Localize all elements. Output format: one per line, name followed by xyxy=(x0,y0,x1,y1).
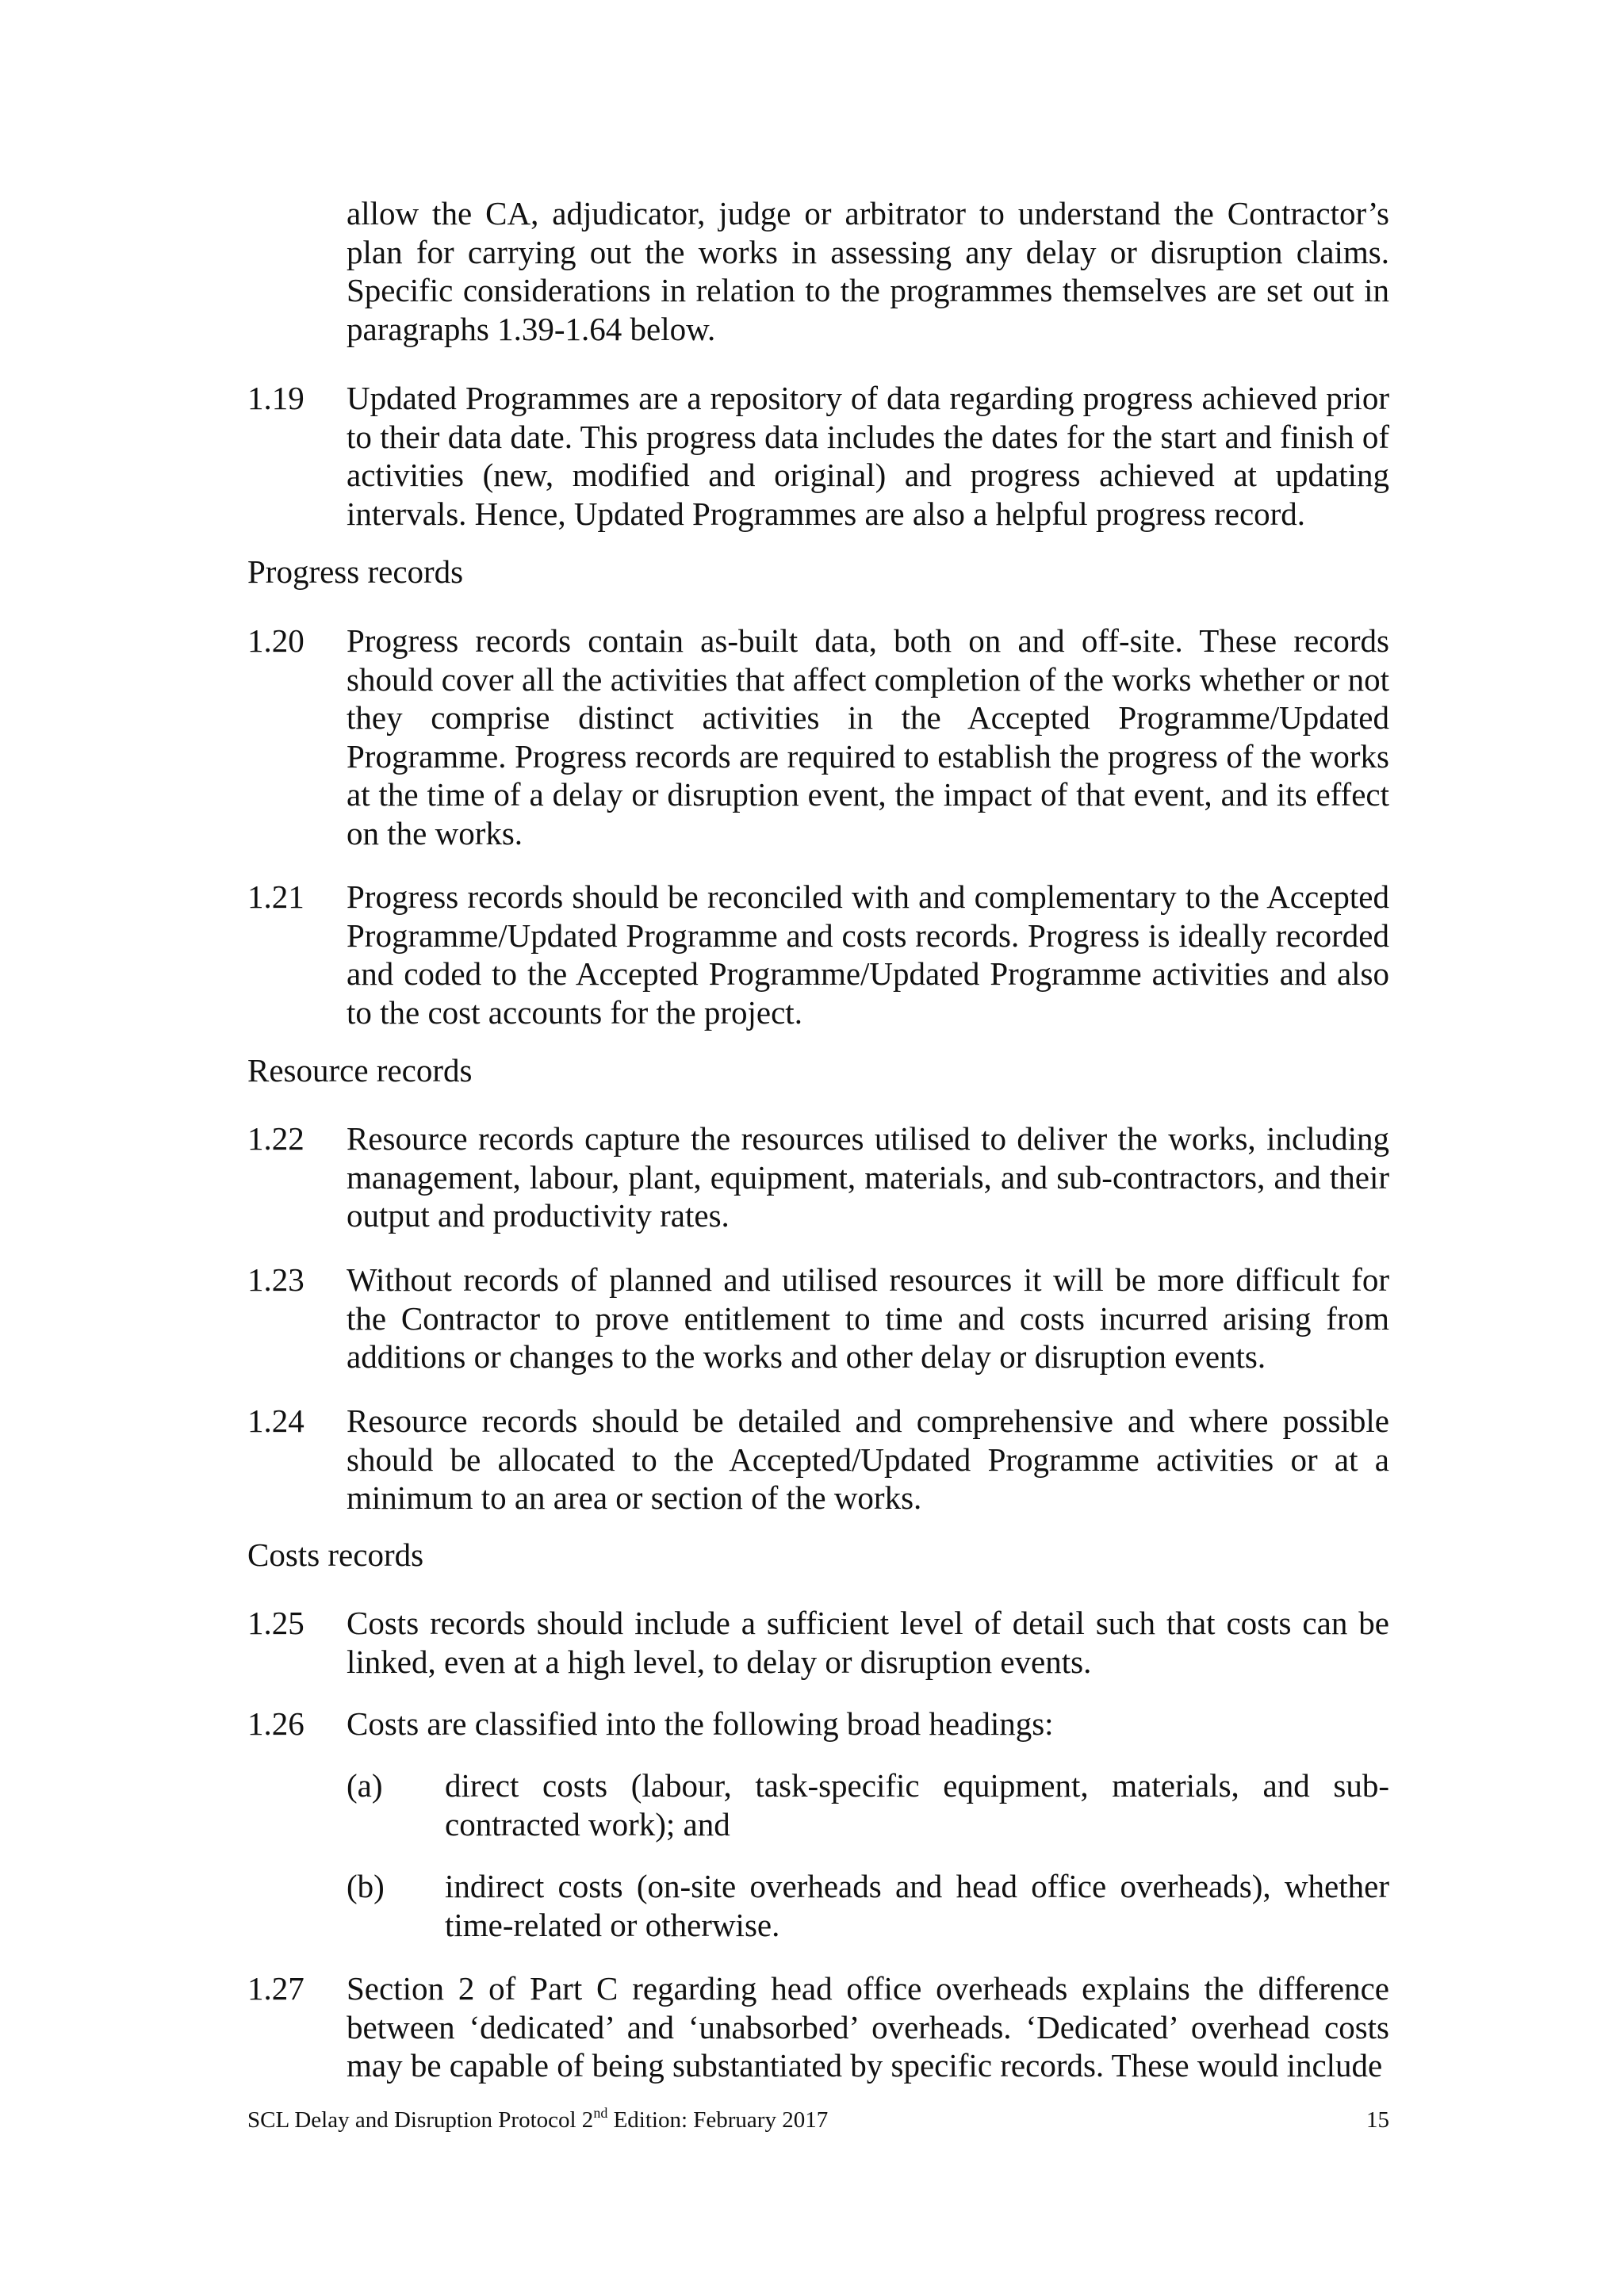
paragraph-text: Resource records capture the resources utilised to deliver the works, including management, labour, plant, equipment, materials, and sub-contractors, and their output and productivity rates. xyxy=(347,1120,1389,1234)
paragraph-number: 1.25 xyxy=(247,1605,304,1641)
section-heading-progress: Progress records xyxy=(247,553,464,590)
paragraph-number: 1.23 xyxy=(247,1261,304,1298)
intro-paragraph: allow the CA, adjudicator, judge or arbitrator to understand the Contractor’s plan for carrying out the works in assessing any delay or disruption claims. Specific considerations in relation to the programmes themselves are set out in paragraphs 1.39-1.64 below. xyxy=(347,195,1389,347)
list-item-label: (b) xyxy=(347,1868,385,1904)
footer-title xyxy=(247,2106,828,2134)
paragraph-number: 1.19 xyxy=(247,380,304,416)
paragraph-text: Costs are classified into the following broad headings: xyxy=(347,1705,1054,1742)
paragraph-number: 1.20 xyxy=(247,622,304,659)
paragraph-text: Costs records should include a sufficient level of detail such that costs can be linked, even at a high level, to delay or disruption events. xyxy=(347,1605,1389,1680)
list-item-text: direct costs (labour, task-specific equipment, materials, and sub-contracted work); and xyxy=(445,1767,1389,1843)
paragraph-text: Progress records contain as-built data, both on and off-site. These records should cover all the activities that affect completion of the works whether or not they comprise distinct activities in the Accepted Programme/Updated Programme. Progress records are required to establish the progress of the works at the time of a delay or disruption event, the impact of that event, and its effect on the works. xyxy=(347,622,1389,851)
list-item-label: (a) xyxy=(347,1767,383,1804)
section-heading-costs: Costs records xyxy=(247,1536,424,1573)
paragraph-number: 1.24 xyxy=(247,1402,304,1439)
paragraph-text: Progress records should be reconciled with and complementary to the Accepted Programme/Updated Programme and costs records. Progress is ideally recorded and coded to the Accepted Programme/Updated Programme activities and also to the cost accounts for the project. xyxy=(347,878,1389,1031)
list-item-text: indirect costs (on-site overheads and head office overheads), whether time-related or otherwise. xyxy=(445,1868,1389,1943)
paragraph-text: Updated Programmes are a repository of data regarding progress achieved prior to their data date. This progress data includes the dates for the start and finish of activities (new, modified and original) and progress achieved at updating intervals. Hence, Updated Programmes are also a helpful progress record. xyxy=(347,380,1389,532)
footer-title-prefix: SCL Delay and Disruption Protocol 2 xyxy=(247,2107,594,2133)
paragraph-number: 1.26 xyxy=(247,1705,304,1742)
footer-title-suffix: Edition: February 2017 xyxy=(607,2107,829,2133)
paragraph-text: Resource records should be detailed and comprehensive and where possible should be allocated to the Accepted/Updated Programme activities or at a minimum to an area or section of the works. xyxy=(347,1402,1389,1516)
paragraph-text: Without records of planned and utilised resources it will be more difficult for the Contractor to prove entitlement to time and costs incurred arising from additions or changes to the works and other delay or disruption events. xyxy=(347,1261,1389,1375)
paragraph-number: 1.21 xyxy=(247,878,304,915)
paragraph-number: 1.22 xyxy=(247,1120,304,1157)
section-heading-resource: Resource records xyxy=(247,1052,473,1089)
footer-title-superscript: nd xyxy=(593,2105,608,2121)
page-number: 15 xyxy=(1366,2107,1389,2133)
paragraph-number: 1.27 xyxy=(247,1970,304,2007)
paragraph-text: Section 2 of Part C regarding head office overheads explains the difference between ‘dedicated’ and ‘unabsorbed’ overheads. ‘Dedicated’ overhead costs may be capable of being substantiated by specific records. These would include xyxy=(347,1970,1389,2084)
